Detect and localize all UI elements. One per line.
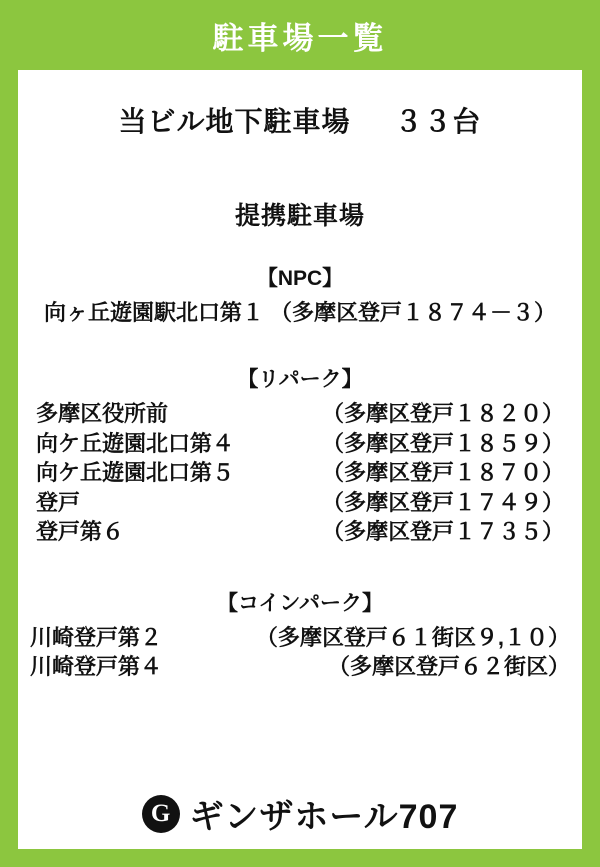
page-footer <box>18 778 582 849</box>
main-lot-name: 当ビル地下駐車場 <box>118 106 351 137</box>
page-header <box>0 0 600 70</box>
lot-name: 川崎登戸第２ <box>30 624 163 650</box>
main-lot-count: ３３台 <box>394 106 482 137</box>
lot-name: 川崎登戸第４ <box>30 654 163 680</box>
list-item <box>36 517 564 546</box>
group-npc-rows <box>18 298 582 327</box>
lot-address: （多摩区登戸１８５９） <box>321 430 564 456</box>
main-lot-line <box>18 100 582 140</box>
lot-name: 多摩区役所前 <box>36 401 169 427</box>
list-item <box>36 458 564 487</box>
list-item <box>28 298 572 327</box>
group-coinpark-title: 【コインパーク】 <box>217 591 383 615</box>
lot-name: 向ケ丘遊園北口第４ <box>36 430 235 456</box>
lot-address: （多摩区登戸１７３５） <box>321 519 564 545</box>
lot-address: （多摩区登戸１８７４－３） <box>270 300 557 325</box>
affiliated-section-heading: 提携駐車場 <box>234 202 365 230</box>
lot-name: 向ケ丘遊園北口第５ <box>36 460 235 486</box>
group-repark <box>18 363 582 546</box>
group-npc-title: 【NPC】 <box>256 267 344 290</box>
logo-circle-icon: G <box>142 795 180 833</box>
group-npc <box>18 262 582 327</box>
lot-name: 登戸第６ <box>36 519 125 545</box>
lot-address: （多摩区登戸６２街区） <box>327 654 570 680</box>
list-item <box>36 429 564 458</box>
list-item <box>30 623 570 652</box>
group-coinpark <box>18 587 582 682</box>
group-repark-rows <box>18 399 582 546</box>
lot-address: （多摩区登戸１８２０） <box>321 401 564 427</box>
lot-name: 向ヶ丘遊園駅北口第１ <box>43 300 264 325</box>
brand-logo <box>142 789 459 838</box>
content-card <box>18 70 582 778</box>
page-title: 駐車場一覧 <box>212 20 388 56</box>
group-repark-title: 【リパーク】 <box>237 368 363 392</box>
list-item <box>36 399 564 428</box>
lot-name: 登戸 <box>36 489 81 515</box>
logo-text: ギンザホール707 <box>189 798 459 836</box>
list-item <box>36 488 564 517</box>
lot-address: （多摩区登戸１８７０） <box>321 460 564 486</box>
list-item <box>30 652 570 681</box>
group-coinpark-rows <box>18 623 582 682</box>
lot-address: （多摩区登戸６１街区９,１０） <box>255 624 570 650</box>
lot-address: （多摩区登戸１７４９） <box>321 489 564 515</box>
